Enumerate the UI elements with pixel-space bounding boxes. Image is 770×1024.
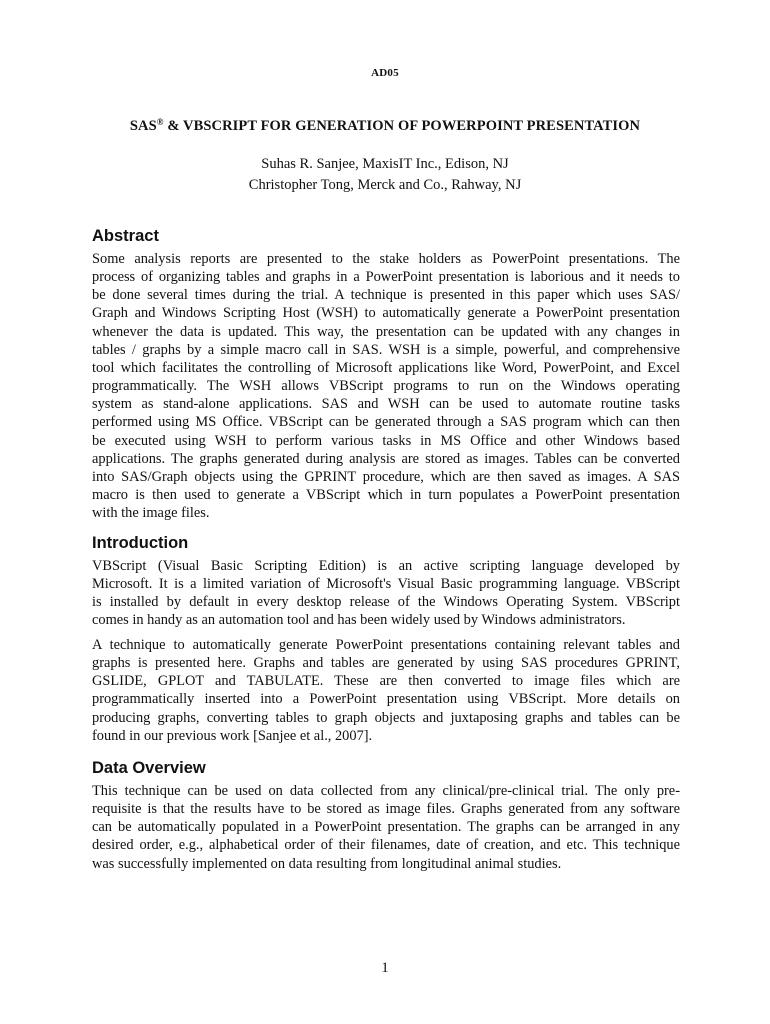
introduction-line: graphs is presented here. Graphs and tables are generated by using SAS procedures GPRINT, bbox=[92, 655, 680, 672]
introduction-line: Microsoft. It is a limited variation of Microsoft's Visual Basic programming language. VBScript bbox=[92, 576, 680, 593]
abstract-line: whenever the data is updated. This way, the presentation can be updated with any changes in bbox=[92, 323, 680, 340]
paper-title bbox=[0, 118, 770, 135]
data-overview-line: requisite is that the results have to be stored as image files. Graphs generated from any software bbox=[92, 801, 680, 818]
data-overview-line: can be automatically populated in a PowerPoint presentation. The graphs can be arranged in any bbox=[92, 819, 680, 836]
abstract-line: into SAS/Graph objects using the GPRINT procedure, which are then saved as images. A SAS bbox=[92, 468, 680, 485]
introduction-line: is installed by default in every desktop release of the Windows Operating System. VBScript bbox=[92, 594, 680, 611]
page-number: 1 bbox=[381, 960, 389, 976]
registered-mark: ® bbox=[156, 117, 164, 127]
abstract-line: tables / graphs by a simple macro call in SAS. WSH is a simple, powerful, and comprehensive bbox=[92, 341, 680, 358]
title-part1: SAS bbox=[129, 118, 157, 134]
abstract-heading: Abstract bbox=[92, 227, 159, 245]
introduction-line: producing graphs, converting tables to graph objects and juxtaposing graphs and tables can be bbox=[92, 709, 680, 726]
paper-id: AD05 bbox=[371, 67, 399, 79]
data-overview-paragraph bbox=[92, 782, 680, 873]
introduction-paragraph-2 bbox=[92, 636, 680, 745]
authors-block bbox=[0, 154, 770, 196]
introduction-line: VBScript (Visual Basic Scripting Edition) is an active scripting language developed by bbox=[92, 558, 680, 574]
data-overview-line: desired order, e.g., alphabetical order of their filenames, date of creation, and etc. This technique bbox=[92, 837, 680, 854]
abstract-line: Graph and Windows Scripting Host (WSH) to automatically generate a PowerPoint presentation bbox=[92, 305, 680, 322]
abstract-line: macro is then used to generate a VBScript which in turn populates a PowerPoint presentation bbox=[92, 487, 680, 504]
abstract-line: system as stand-alone applications. SAS and WSH can be used to automate routine tasks bbox=[92, 396, 680, 413]
abstract-line: programmatically. The WSH allows VBScript programs to run on the Windows operating bbox=[92, 378, 680, 395]
introduction-line: found in our previous work [Sanjee et al., 2007]. bbox=[92, 727, 373, 744]
introduction-line: A technique to automatically generate PowerPoint presentations containing relevant tables and bbox=[92, 637, 680, 653]
abstract-line: be done several times during the trial. A technique is presented in this paper which uses SAS/ bbox=[92, 287, 680, 304]
abstract-line: process of organizing tables and graphs in a PowerPoint presentation is laborious and it needs to bbox=[92, 269, 680, 286]
abstract-line: be executed using WSH to perform various tasks in MS Office and other Windows based bbox=[92, 432, 680, 449]
abstract-line: tool which facilitates the controlling of Microsoft applications like Word, PowerPoint, and Excel bbox=[92, 359, 680, 376]
abstract-line: applications. The graphs generated during analysis are stored as images. Tables can be converted bbox=[92, 450, 680, 467]
introduction-line: programmatically inserted into a PowerPoint presentation using VBScript. More details on bbox=[92, 691, 680, 708]
title-part2: & VBSCRIPT FOR GENERATION OF POWERPOINT PRESENTATION bbox=[163, 118, 641, 134]
data-overview-line: This technique can be used on data collected from any clinical/pre-clinical trial. The only pre- bbox=[92, 783, 680, 799]
introduction-line: GSLIDE, GPLOT and TABULATE. These are then converted to image files which are bbox=[92, 673, 680, 690]
author-line: Christopher Tong, Merck and Co., Rahway, NJ bbox=[248, 177, 522, 193]
abstract-line: with the image files. bbox=[92, 505, 210, 522]
introduction-paragraph-1 bbox=[92, 557, 680, 630]
author-line: Suhas R. Sanjee, MaxisIT Inc., Edison, NJ bbox=[261, 156, 509, 172]
introduction-line: comes in handy as an automation tool and has been widely used by Windows administrators. bbox=[92, 612, 626, 629]
abstract-line: performed using MS Office. VBScript can be generated through a SAS program which can then bbox=[92, 414, 680, 431]
abstract-line: Some analysis reports are presented to the stake holders as PowerPoint presentations. The bbox=[92, 251, 680, 267]
abstract-paragraph bbox=[92, 250, 680, 522]
introduction-heading: Introduction bbox=[92, 534, 189, 552]
data-overview-heading: Data Overview bbox=[92, 759, 206, 777]
data-overview-line: was successfully implemented on data resulting from longitudinal animal studies. bbox=[92, 855, 562, 872]
